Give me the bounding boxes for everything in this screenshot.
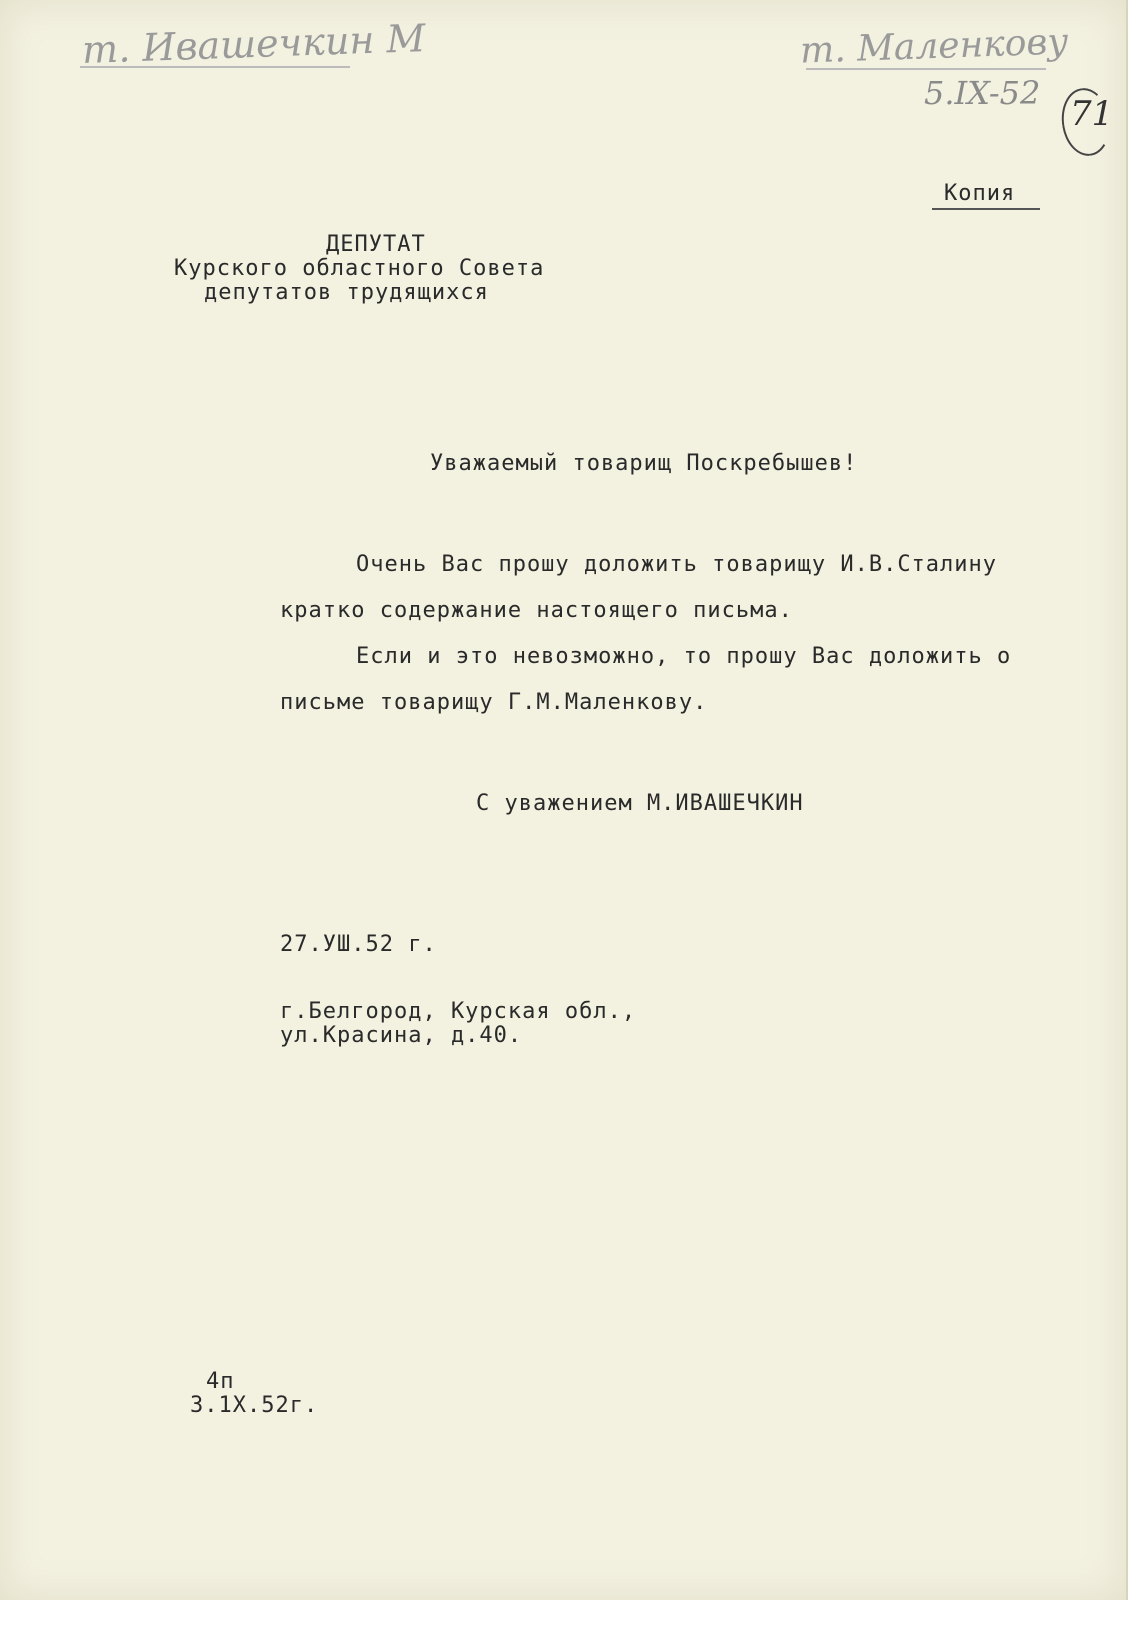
letter-closing: С уважением М.ИВАШЕЧКИН [476, 791, 804, 816]
letter-para2-line1: Если и это невозможно, то прошу Вас доложить о [356, 644, 1012, 669]
letter-para2-line2: письме товарищу Г.М.Маленкову. [280, 690, 708, 715]
header-title: ДЕПУТАТ [326, 232, 426, 257]
handwritten-underline-left [80, 66, 350, 68]
letter-para1-line1: Очень Вас прошу доложить товарищу И.В.Сталину [356, 552, 998, 577]
handwritten-recipient-note: т. Маленкову [799, 21, 1069, 72]
copy-label: Копия [944, 181, 1016, 206]
address-line1: г.Белгород, Курская обл., [280, 999, 637, 1024]
address-line2: ул.Красина, д.40. [280, 1023, 523, 1048]
handwritten-addressee-note: т. Ивашечкин М [81, 16, 427, 72]
letter-para1-line2: кратко содержание настоящего письма. [280, 598, 793, 623]
handwritten-underline-right [806, 68, 1046, 70]
header-deputies: депутатов трудящихся [204, 280, 489, 305]
header-council: Курского областного Совета [174, 256, 545, 281]
footer-copies: 4п [206, 1369, 235, 1394]
copy-label-underline [932, 208, 1040, 210]
folio-number: 71 [1070, 94, 1114, 134]
handwritten-date-note: 5.IX-52 [924, 74, 1041, 112]
letter-salutation: Уважаемый товарищ Поскребышев! [430, 451, 858, 476]
letter-date: 27.УШ.52 г. [280, 932, 437, 957]
footer-date: 3.1Х.52г. [190, 1393, 319, 1418]
